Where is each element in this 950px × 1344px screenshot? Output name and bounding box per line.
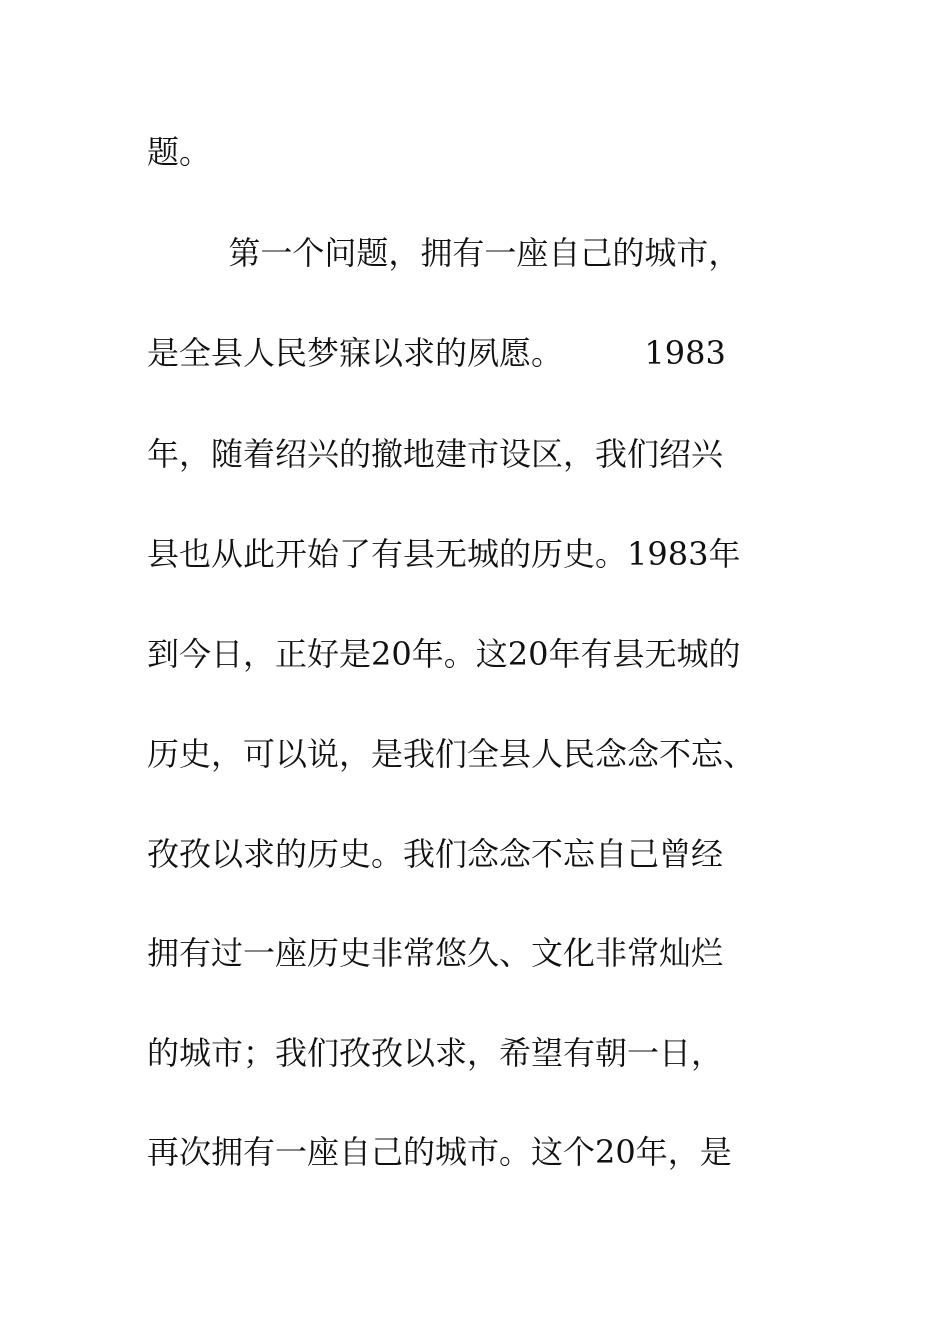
text-line: 题。 bbox=[147, 133, 212, 171]
text-line: 第一个问题，拥有一座自己的城市， bbox=[147, 234, 741, 272]
text-line: 孜孜以求的历史。我们念念不忘自己曾经 bbox=[147, 835, 724, 873]
text-line: 历史，可以说，是我们全县人民念念不忘、 bbox=[147, 735, 756, 773]
text-line: 是全县人民梦寐以求的夙愿。 1983 bbox=[147, 334, 726, 372]
text-line: 县也从此开始了有县无城的历史。1983年 bbox=[147, 535, 741, 573]
text-line: 年，随着绍兴的撤地建市设区，我们绍兴 bbox=[147, 435, 724, 473]
text-line: 再次拥有一座自己的城市。这个20年，是 bbox=[147, 1133, 732, 1171]
text-line: 到今日，正好是20年。这20年有县无城的 bbox=[147, 635, 741, 673]
text-line: 的城市；我们孜孜以求，希望有朝一日， bbox=[147, 1034, 724, 1072]
text-line: 拥有过一座历史非常悠久、文化非常灿烂 bbox=[147, 934, 724, 972]
